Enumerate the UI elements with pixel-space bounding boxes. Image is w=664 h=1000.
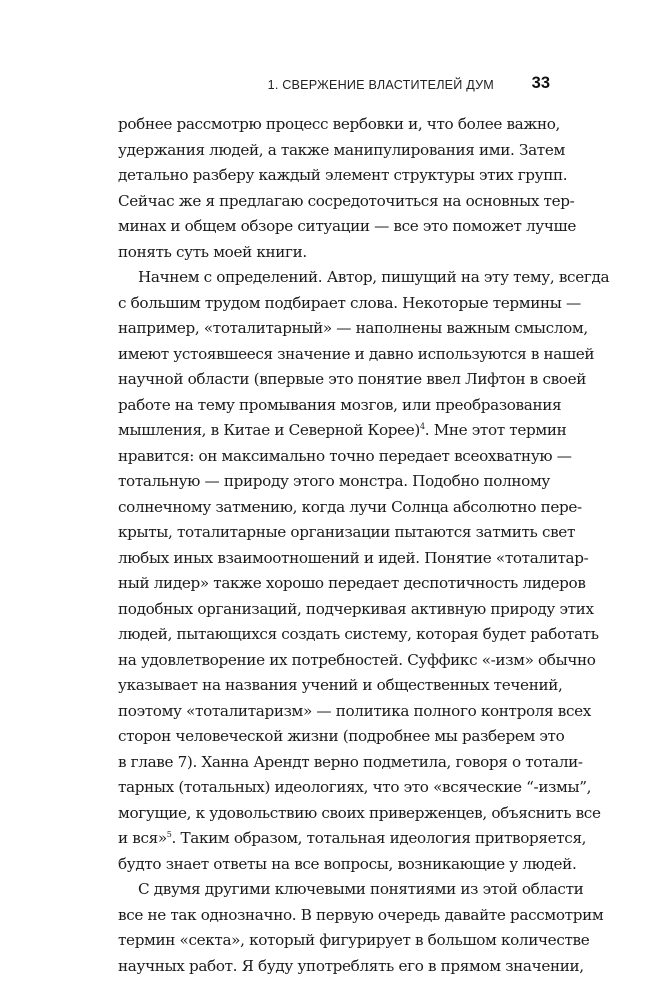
text-line: солнечному затмению, когда лучи Солнца абсолютно пере- — [118, 497, 582, 516]
text-line: любых иных взаимоотношений и идей. Понятие «тоталитар- — [118, 548, 589, 567]
text-line: людей, пытающихся создать систему, которая будет работать — [118, 625, 599, 643]
text-line: удержания людей, а также манипулирования ими. Затем — [118, 140, 565, 159]
text-line: нравится: он максимально точно передает всеохватную — — [118, 446, 572, 465]
line-text: мышления, в Китае и Северной Корее) — [118, 421, 420, 439]
running-title: 1. СВЕРЖЕНИЕ ВЛАСТИТЕЛЕЙ ДУМ — [267, 78, 494, 92]
text-line: термин «секта», который фигурирует в большом количестве — [118, 931, 590, 949]
paragraph-1 — [118, 112, 576, 265]
text-line: могущие, к удовольствию своих приверженцев, объяснить все — [118, 803, 601, 822]
text-line: робнее рассмотрю процесс вербовки и, что более важно, — [118, 115, 561, 133]
text-line: будто знает ответы на все вопросы, возникающие у людей. — [118, 854, 577, 873]
text-line: сторон человеческой жизни (подробнее мы разберем это — [118, 727, 565, 745]
text-line: понять суть моей книги. — [118, 242, 307, 261]
text-line: например, «тоталитарный» — наполнены важным смыслом, — [118, 319, 588, 337]
text-line: работе на тему промывания мозгов, или преобразования — [118, 395, 562, 414]
footnote-mark[interactable]: 5 — [166, 829, 172, 839]
text-line: поэтому «тоталитаризм» — политика полного контроля всех — [118, 701, 591, 720]
text-line: Сейчас же я предлагаю сосредоточиться на основных тер- — [118, 191, 575, 210]
text-line: тарных (тотальных) идеологиях, что это «всяческие “-измы”, — [118, 778, 592, 796]
text-line: ный лидер» также хорошо передает деспотичность лидеров — [118, 574, 586, 592]
text-line-with-footnote — [118, 418, 567, 444]
text-line: имеют устоявшееся значение и давно используются в нашей — [118, 344, 595, 363]
text-line: на удовлетворение их потребностей. Суффикс «-изм» обычно — [118, 650, 596, 669]
text-line: с большим трудом подбирает слова. Некоторые термины — — [118, 293, 581, 312]
line-text: . Таким образом, тотальная идеология притворяется, — [171, 829, 587, 847]
body-text — [118, 112, 610, 979]
text-line: тотальную — природу этого монстра. Подобно полному — [118, 472, 550, 490]
text-line: научной области (впервые это понятие ввел Лифтон в своей — [118, 370, 587, 388]
footnote-mark[interactable]: 4 — [419, 421, 425, 431]
text-line: минах и общем обзоре ситуации — все это поможет лучше — [118, 217, 576, 235]
page-number: 33 — [531, 74, 550, 92]
line-text: и вся» — [118, 829, 167, 847]
text-line: все не так однозначно. В первую очередь давайте рассмотрим — [118, 905, 604, 924]
text-line: детально разберу каждый элемент структуры этих групп. — [118, 166, 568, 184]
line-text: . Мне этот термин — [424, 421, 567, 439]
paragraph-3 — [118, 877, 604, 979]
text-line: подобных организаций, подчеркивая активную природу этих — [118, 599, 594, 618]
text-line: в главе 7). Ханна Арендт верно подметила, говоря о тотали- — [118, 752, 583, 771]
text-line: С двумя другими ключевыми понятиями из этой области — [138, 880, 584, 898]
running-head — [118, 74, 550, 96]
text-line: указывает на названия учений и общественных течений, — [118, 676, 563, 694]
text-line-with-footnote — [118, 826, 587, 852]
text-line: научных работ. Я буду употреблять его в прямом значении, — [118, 956, 584, 975]
text-line: крыты, тоталитарные организации пытаются затмить свет — [118, 523, 576, 541]
paragraph-2 — [118, 265, 610, 877]
text-line: Начнем с определений. Автор, пишущий на эту тему, всегда — [138, 268, 610, 286]
